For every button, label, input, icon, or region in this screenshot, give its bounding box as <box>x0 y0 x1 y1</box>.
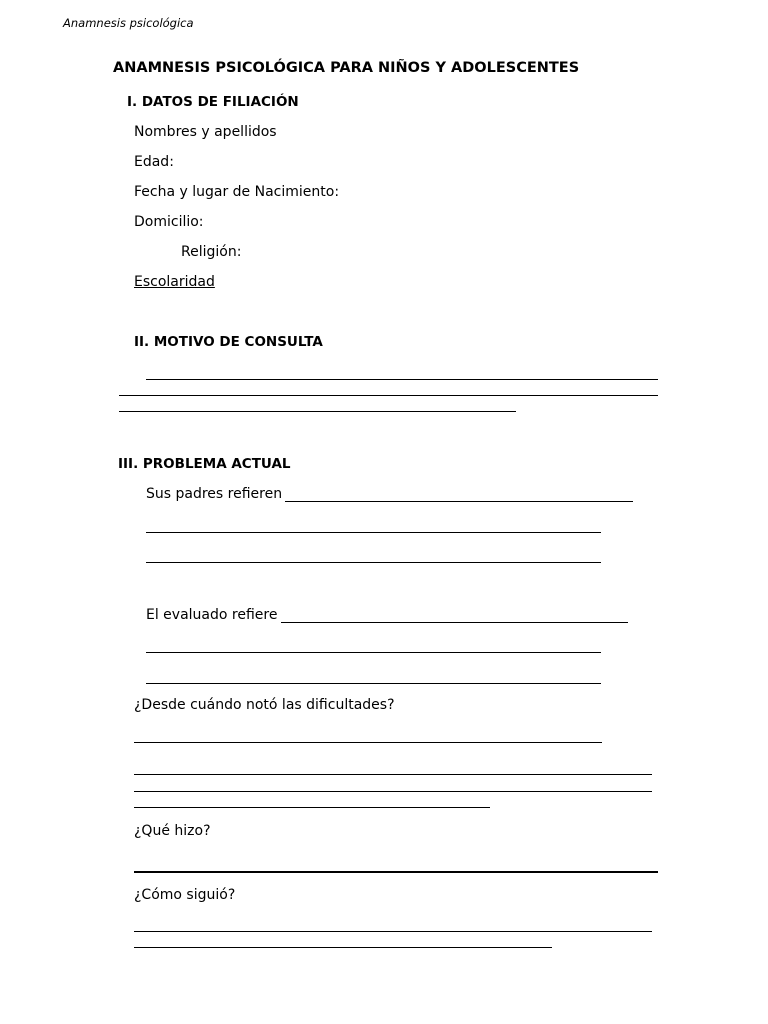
answer-line[interactable] <box>146 532 601 533</box>
answer-line[interactable] <box>119 411 516 412</box>
question-since-when: ¿Desde cuándo notó las dificultades? <box>134 697 395 713</box>
field-label-escolaridad: Escolaridad <box>134 274 215 290</box>
field-label-domicilio: Domicilio: <box>134 214 204 230</box>
answer-line[interactable] <box>281 622 628 623</box>
answer-line[interactable] <box>134 871 658 873</box>
section-heading-filiacion: I. DATOS DE FILIACIÓN <box>127 94 299 110</box>
answer-line[interactable] <box>134 742 602 743</box>
question-what-did: ¿Qué hizo? <box>134 823 211 839</box>
answer-line[interactable] <box>119 395 658 396</box>
answer-line[interactable] <box>134 931 652 932</box>
answer-line[interactable] <box>146 379 658 380</box>
parents-refer-label: Sus padres refieren <box>146 486 283 502</box>
answer-line[interactable] <box>134 807 490 808</box>
document-title: ANAMNESIS PSICOLÓGICA PARA NIÑOS Y ADOLESCENTES <box>113 60 580 76</box>
field-label-fecha-lugar: Fecha y lugar de Nacimiento: <box>134 184 340 200</box>
answer-line[interactable] <box>146 683 601 684</box>
section-heading-motivo: II. MOTIVO DE CONSULTA <box>134 334 323 350</box>
field-label-edad: Edad: <box>134 154 174 170</box>
running-header: Anamnesis psicológica <box>63 16 194 30</box>
answer-line[interactable] <box>146 652 601 653</box>
answer-line[interactable] <box>285 501 633 502</box>
evaluated-refers-label: El evaluado refiere <box>146 607 278 623</box>
section-heading-problema: III. PROBLEMA ACTUAL <box>118 456 291 472</box>
field-label-religion: Religión: <box>181 244 242 260</box>
answer-line[interactable] <box>134 947 552 948</box>
field-label-nombres: Nombres y apellidos <box>134 124 277 140</box>
question-how-followed: ¿Cómo siguió? <box>134 887 236 903</box>
answer-line[interactable] <box>134 791 652 792</box>
answer-line[interactable] <box>146 562 601 563</box>
answer-line[interactable] <box>134 774 652 775</box>
